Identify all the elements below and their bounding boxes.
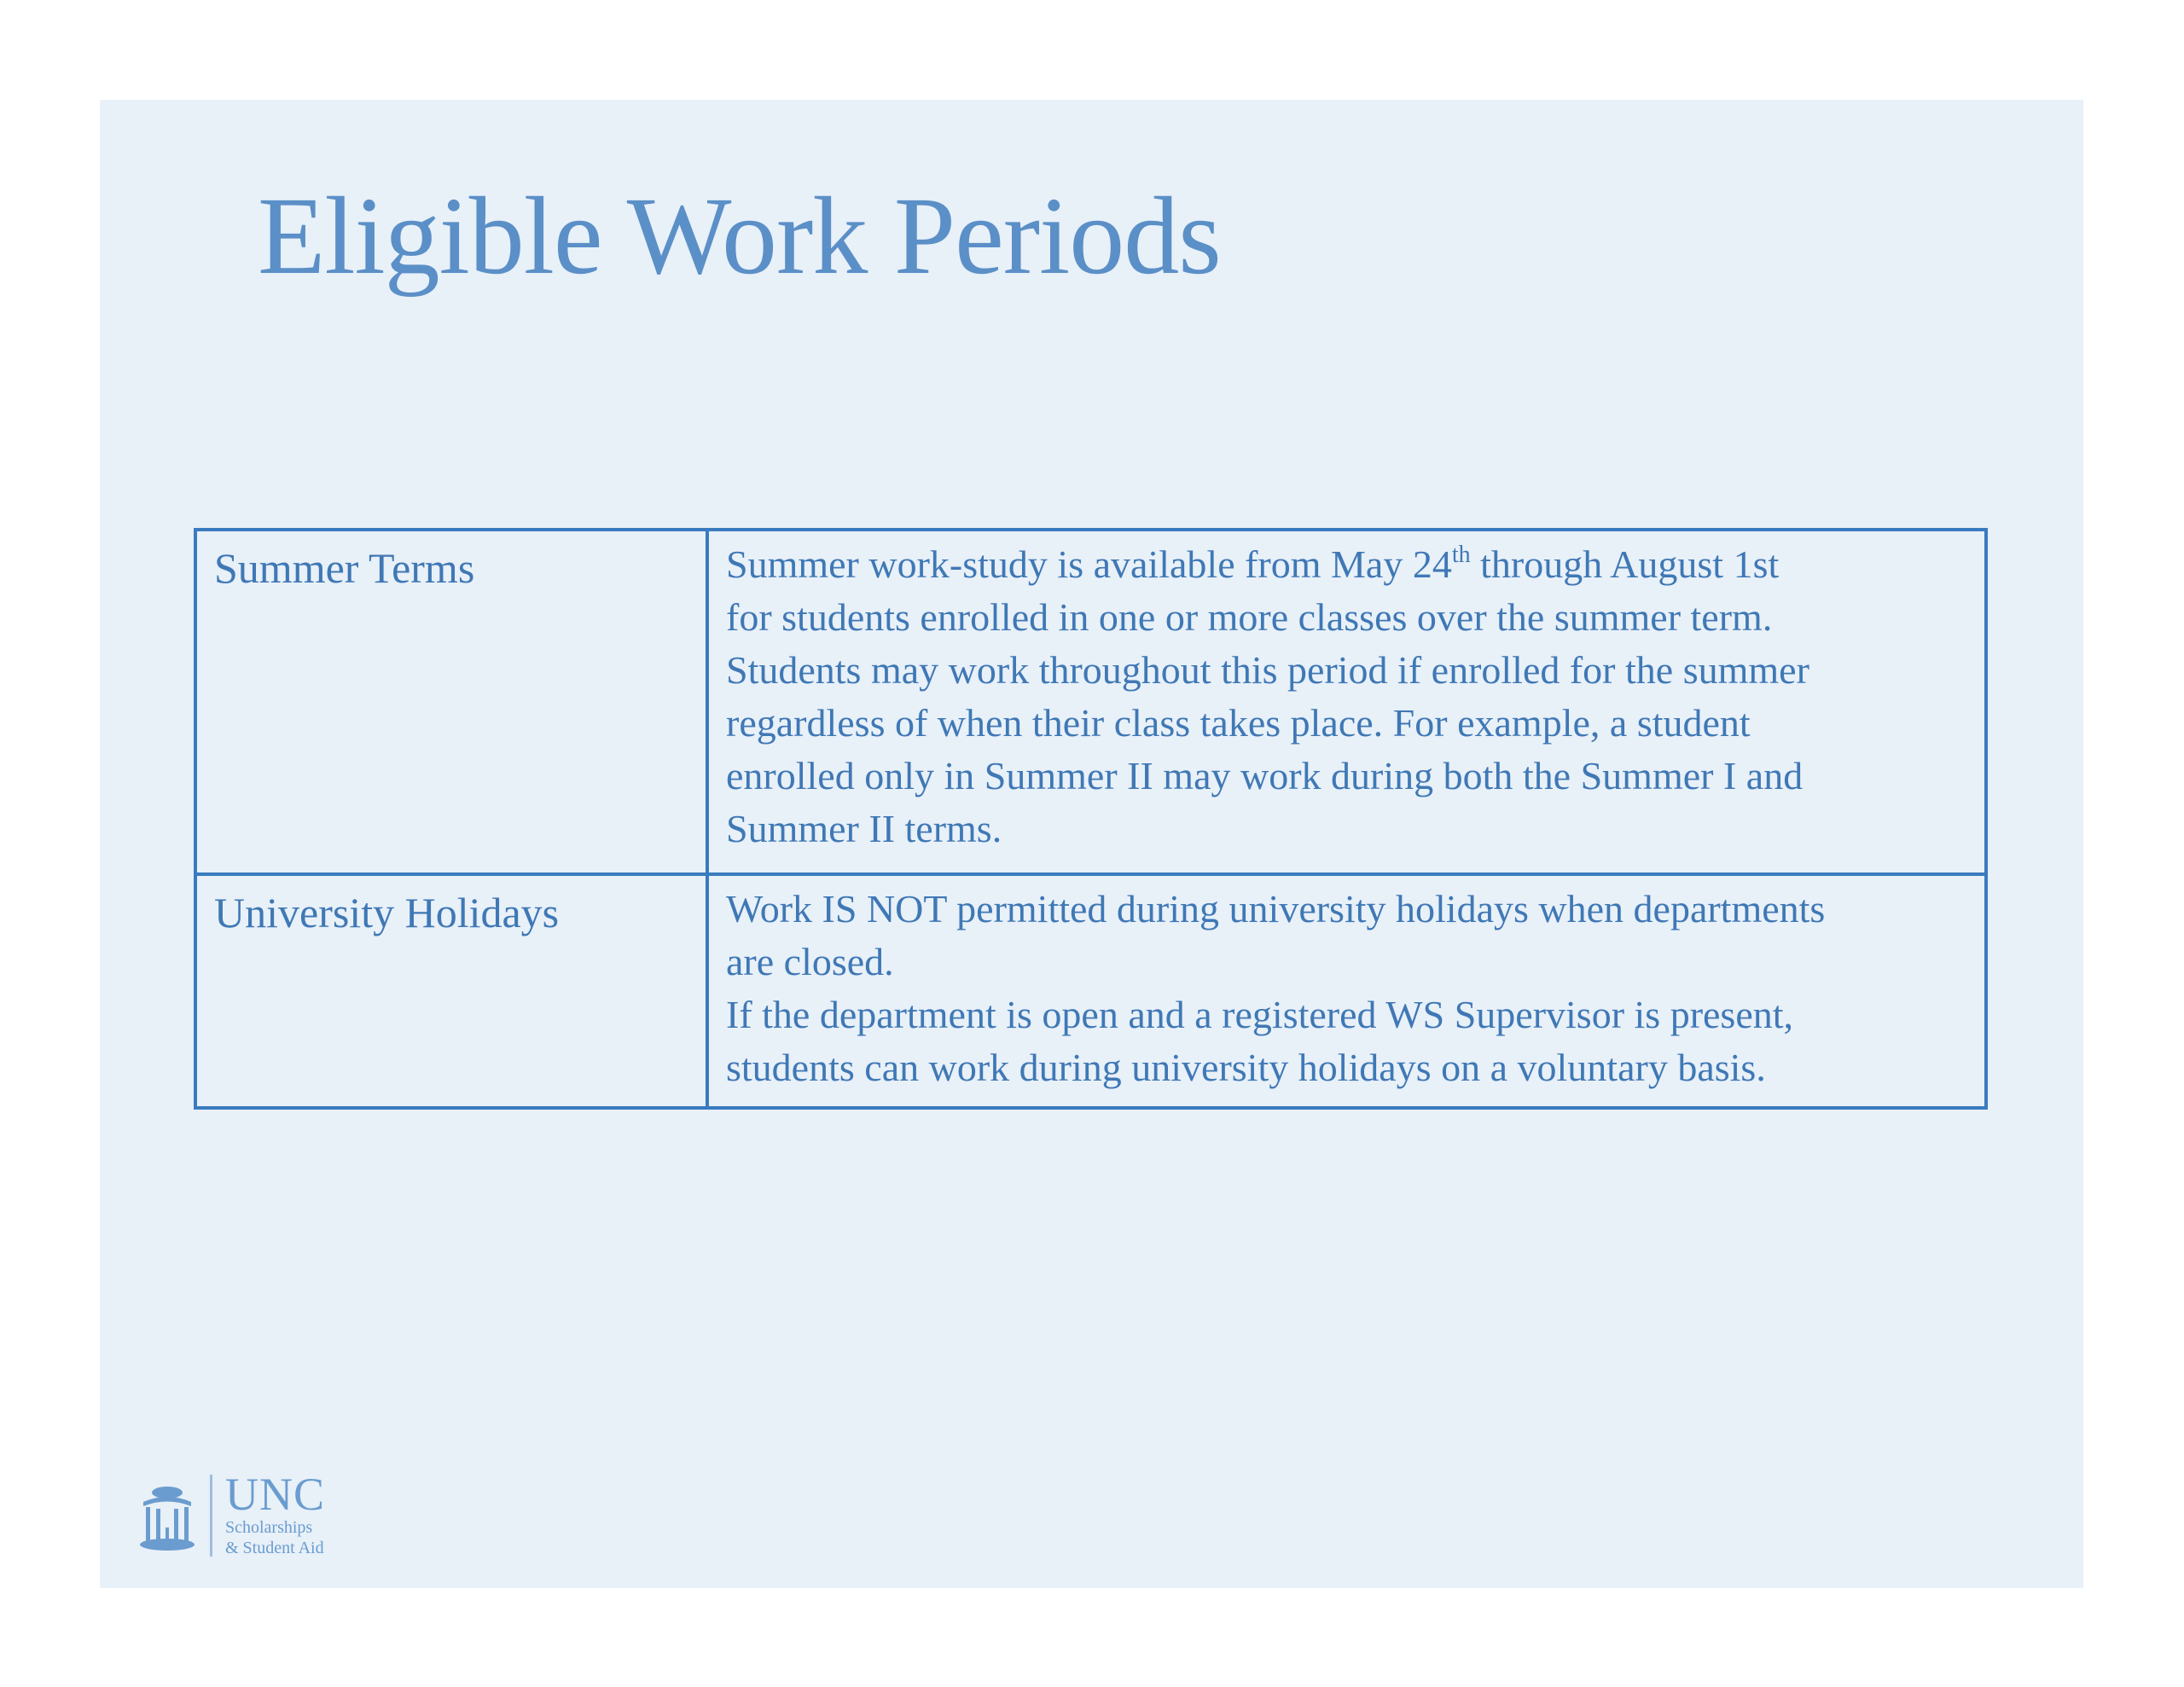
slide [100,100,2083,1588]
term-cell: University Holidays [195,874,707,1108]
description-line: Work IS NOT permitted during university holidays when departments [726,887,1826,930]
description-line [726,538,1967,591]
slide-title: Eligible Work Periods [258,175,1221,298]
term-cell: Summer Terms [195,530,707,874]
description-cell [707,530,1986,874]
description-text: Summer work-study is available from May 24 [726,542,1452,586]
work-periods-table [194,528,1988,1110]
description-line: regardless of when their class takes place. For example, a student [726,701,1751,745]
logo-subtitle-line2: & Student Aid [225,1539,324,1557]
description-line: Summer II terms. [726,807,1002,850]
table-row-summer-terms [195,530,1986,874]
description-line: If the department is open and a registered WS Supervisor is present, [726,993,1794,1036]
description-line: are closed. [726,940,894,983]
unc-logo [138,1469,360,1560]
logo-name: UNC [225,1469,326,1520]
old-well-icon [138,1485,196,1553]
logo-divider [210,1475,212,1557]
logo-subtitle-line1: Scholarships [225,1518,313,1537]
description-line: Students may work throughout this period if enrolled for the summer [726,648,1809,692]
ordinal-suffix: th [1451,542,1471,568]
description-line: for students enrolled in one or more classes over the summer term. [726,595,1773,639]
description-cell [707,874,1986,1108]
description-text: through August 1st [1470,542,1780,586]
table-row-university-holidays [195,874,1986,1108]
description-line: enrolled only in Summer II may work during both the Summer I and [726,754,1804,797]
description-line: students can work during university holidays on a voluntary basis. [726,1046,1766,1089]
